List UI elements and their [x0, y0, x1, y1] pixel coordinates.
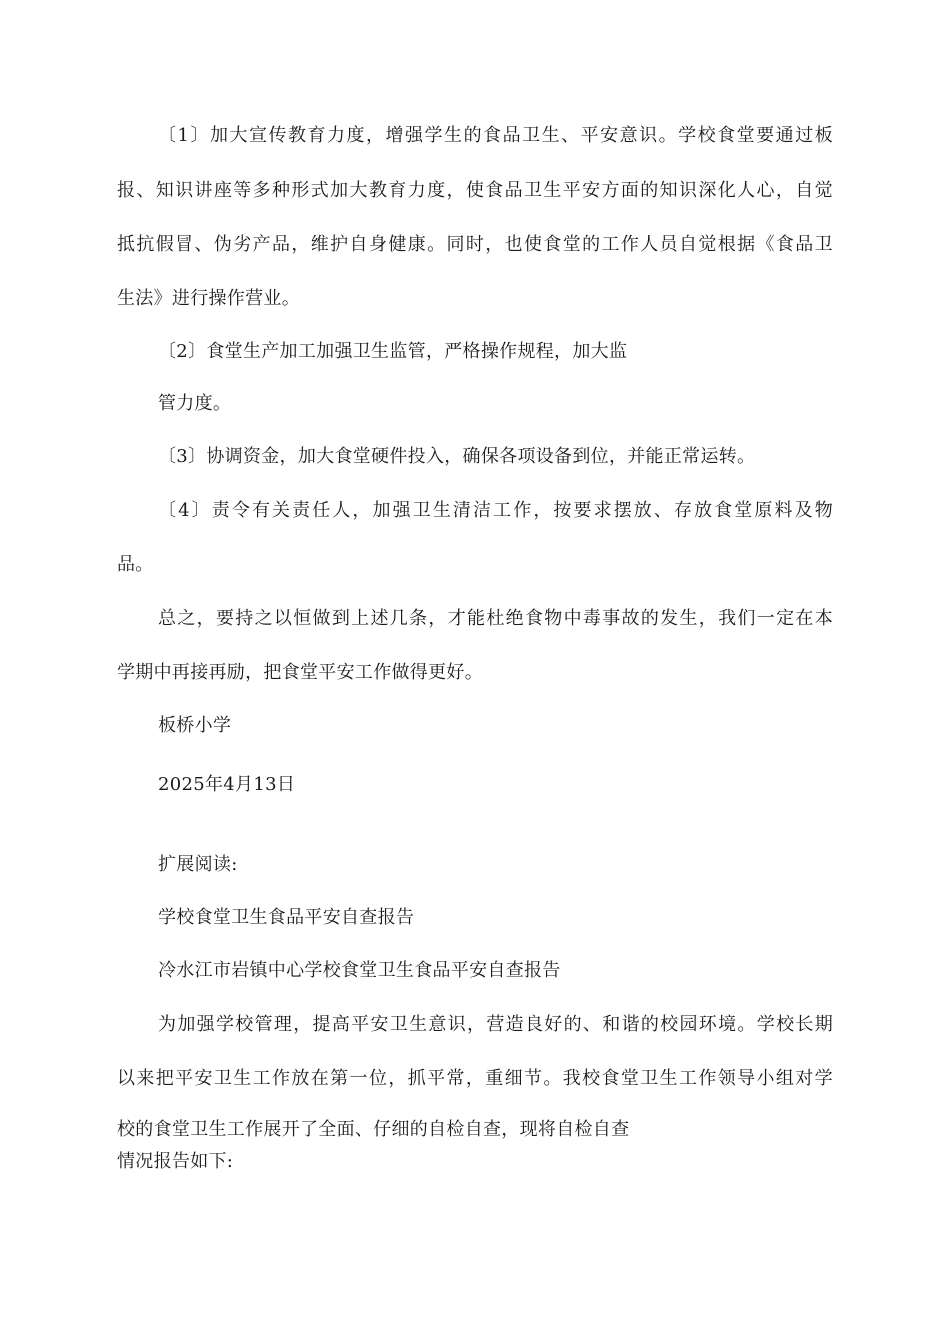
report-paragraph-line-1: 为加强学校管理，提高平安卫生意识，营造良好的、和谐的校园环境。学校长期: [158, 1014, 833, 1035]
report-paragraph-line-4: 情况报告如下:: [117, 1151, 234, 1172]
paragraph-4-line-2: 品。: [117, 554, 154, 575]
extended-reading-heading: 扩展阅读:: [158, 854, 238, 875]
paragraph-1-line-1: 〔1〕加大宣传教育力度，增强学生的食品卫生、平安意识。学校食堂要通过板: [158, 125, 833, 146]
extended-title: 学校食堂卫生食品平安自查报告: [158, 907, 415, 928]
report-title: 冷水江市岩镇中心学校食堂卫生食品平安自查报告: [158, 960, 561, 981]
signature-date: 2025年4月13日: [158, 774, 296, 795]
report-paragraph-line-3: 校的食堂卫生工作展开了全面、仔细的自检自查，现将自检自查: [117, 1119, 630, 1140]
conclusion-line-1: 总之，要持之以恒做到上述几条，才能杜绝食物中毒事故的发生，我们一定在本: [158, 608, 833, 629]
conclusion-line-2: 学期中再接再励，把食堂平安工作做得更好。: [117, 662, 483, 683]
report-paragraph-line-2: 以来把平安卫生工作放在第一位，抓平常，重细节。我校食堂卫生工作领导小组对学: [117, 1068, 833, 1089]
paragraph-2-line-1: 〔2〕食堂生产加工加强卫生监管，严格操作规程，加大监: [158, 341, 628, 362]
paragraph-2-line-2: 管力度。: [158, 393, 232, 414]
paragraph-3: 〔3〕协调资金，加大食堂硬件投入，确保各项设备到位，并能正常运转。: [158, 446, 756, 467]
paragraph-1-line-3: 抵抗假冒、伪劣产品，维护自身健康。同时，也使食堂的工作人员自觉根据《食品卫: [117, 234, 833, 255]
paragraph-1-line-4: 生法》进行操作营业。: [117, 288, 300, 309]
signature-school: 板桥小学: [158, 715, 232, 736]
paragraph-1-line-2: 报、知识讲座等多种形式加大教育力度，使食品卫生平安方面的知识深化人心，自觉: [117, 180, 833, 201]
paragraph-4-line-1: 〔4〕责令有关责任人，加强卫生清洁工作，按要求摆放、存放食堂原料及物: [158, 500, 833, 521]
